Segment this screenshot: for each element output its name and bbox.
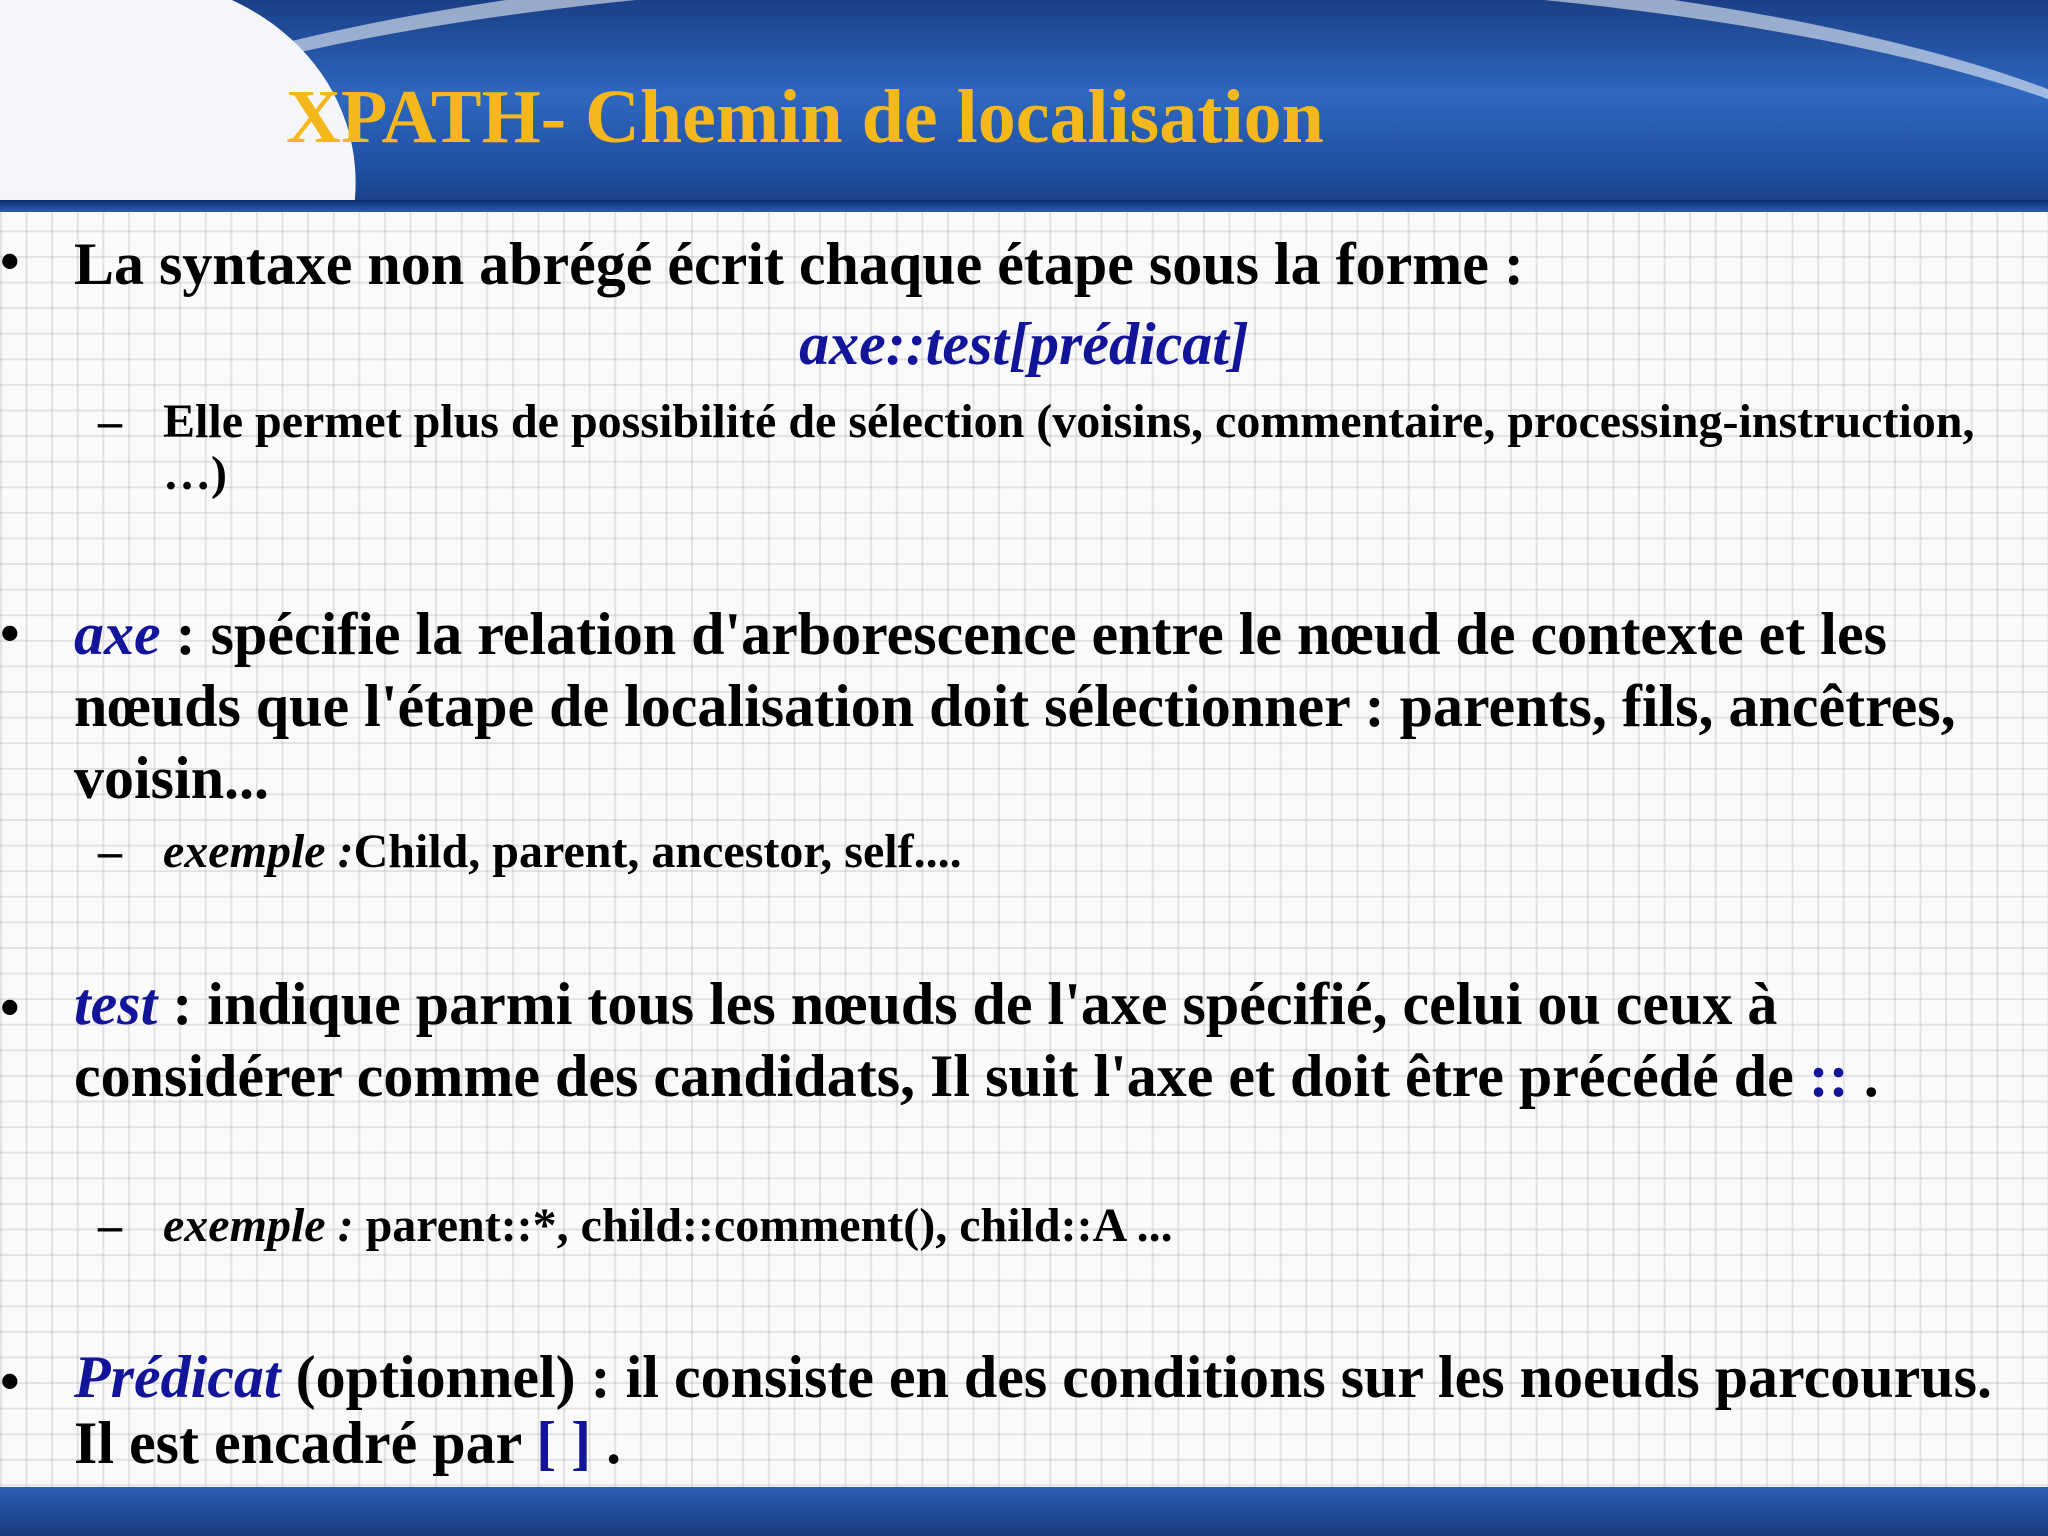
test-example-label: exemple : [163,1199,354,1252]
bullet-marker: • [0,977,20,1039]
test-example [163,1200,2033,1252]
axe-bullet [74,598,2034,814]
test-example-text: parent::*, child::comment(), child::A ... [353,1199,1173,1252]
syntax-bullet-text: La syntaxe non abrégé écrit chaque étape sous la forme : [74,231,1524,297]
syntax-subpoint: Elle permet plus de possibilité de sélection (voisins, commentaire, processing-instruction, …) [163,395,1975,500]
axe-example-text: Child, parent, ancestor, self.... [353,825,962,878]
predicat-description: (optionnel) : il consiste en des conditions sur les noeuds parcourus. Il est encadré par [74,1344,1992,1476]
axe-example [163,826,2033,878]
test-description: : indique parmi tous les nœuds de l'axe spécifié, celui ou ceux à considérer comme des candidats, Il suit l'axe et doit être précédé de [74,971,1809,1109]
axe-example-label: exemple : [163,825,354,878]
dash-marker: – [98,395,122,448]
test-separator: :: [1808,1043,1849,1109]
axe-description: : spécifie la relation d'arborescence entre le nœud de contexte et les nœuds que l'étape de localisation doit sélectionner : parents, fils, ancêtres, voisin... [74,601,1956,811]
predicat-brackets: [ ] [536,1410,592,1476]
dash-marker: – [98,1199,122,1252]
axe-term: axe [74,601,161,667]
test-term: test [74,971,158,1037]
bullet-marker: • [0,231,20,293]
syntax-formula: axe::test[prédicat] [799,311,1249,377]
dash-marker: – [98,825,122,878]
bullet-marker: • [0,1351,20,1413]
slide-title: XPATH- Chemin de localisation [286,75,1324,159]
test-description-end: . [1848,1043,1879,1109]
predicat-description-end: . [591,1410,622,1476]
predicat-bullet [74,1344,2034,1476]
test-bullet [74,968,2034,1112]
bullet-marker: • [0,603,20,665]
predicat-term: Prédicat [74,1344,281,1410]
slide-footer-bar [0,1487,2048,1536]
